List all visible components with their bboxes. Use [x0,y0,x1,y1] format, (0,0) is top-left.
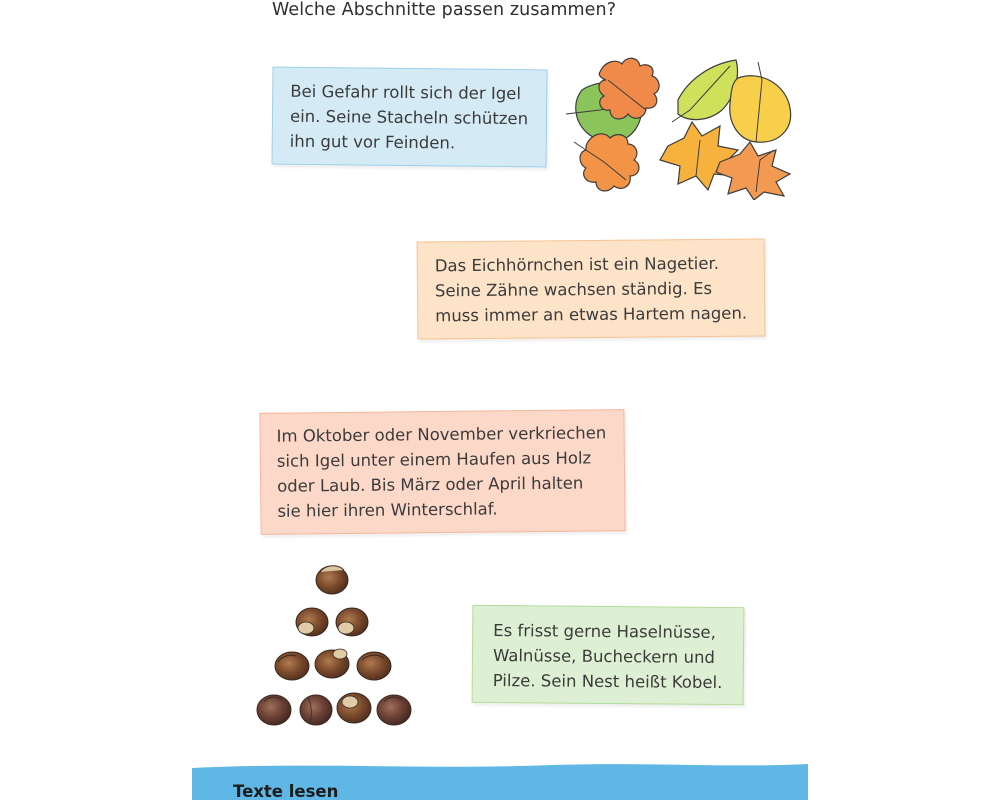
hazelnut-icon [357,652,391,680]
text-card-green[interactable] [472,605,745,705]
footer-title: Texte lesen [233,782,339,800]
oak-leaf-bottom-icon [574,134,639,191]
page-heading: Welche Abschnitte passen zusammen? [272,0,617,20]
hazelnut-icon [336,608,368,636]
hazelnut-icon [257,695,291,725]
hazelnut-icon [316,566,348,594]
oak-leaf-icon [599,58,659,119]
hazelnut-pile-icon [250,556,420,736]
hazelnut-icon [300,695,332,725]
yellow-leaf-icon [730,62,791,142]
maple-leaf-icon [660,122,738,190]
hazelnut-icon [296,608,328,636]
text-card-blue[interactable] [271,67,547,168]
text-card-salmon[interactable] [259,409,625,535]
autumn-leaves-icon [560,50,800,200]
hazelnut-icon [275,652,309,680]
hazelnut-icon [315,649,349,678]
birch-leaf-icon [672,60,737,122]
hazelnut-icon [377,695,411,725]
card-text: Im Oktober oder November verkriechen sich Igel unter einem Haufen aus Holz oder Laub. Bis März oder April halten sie hier ihren Winterschlaf. [276,423,607,521]
card-text: Es frisst gerne Haselnüsse, Walnüsse, Bucheckern und Pilze. Sein Nest heißt Kobel. [492,620,723,692]
text-card-orange[interactable] [417,238,766,339]
card-text: Bei Gefahr rollt sich der Igel ein. Seine Stacheln schützen ihn gut vor Feinden. [289,81,529,153]
card-text: Das Eichhörnchen ist ein Nagetier. Seine Zähne wachsen ständig. Es muss immer an etwas Hartem nagen. [434,253,748,326]
hazelnut-icon [337,693,371,723]
